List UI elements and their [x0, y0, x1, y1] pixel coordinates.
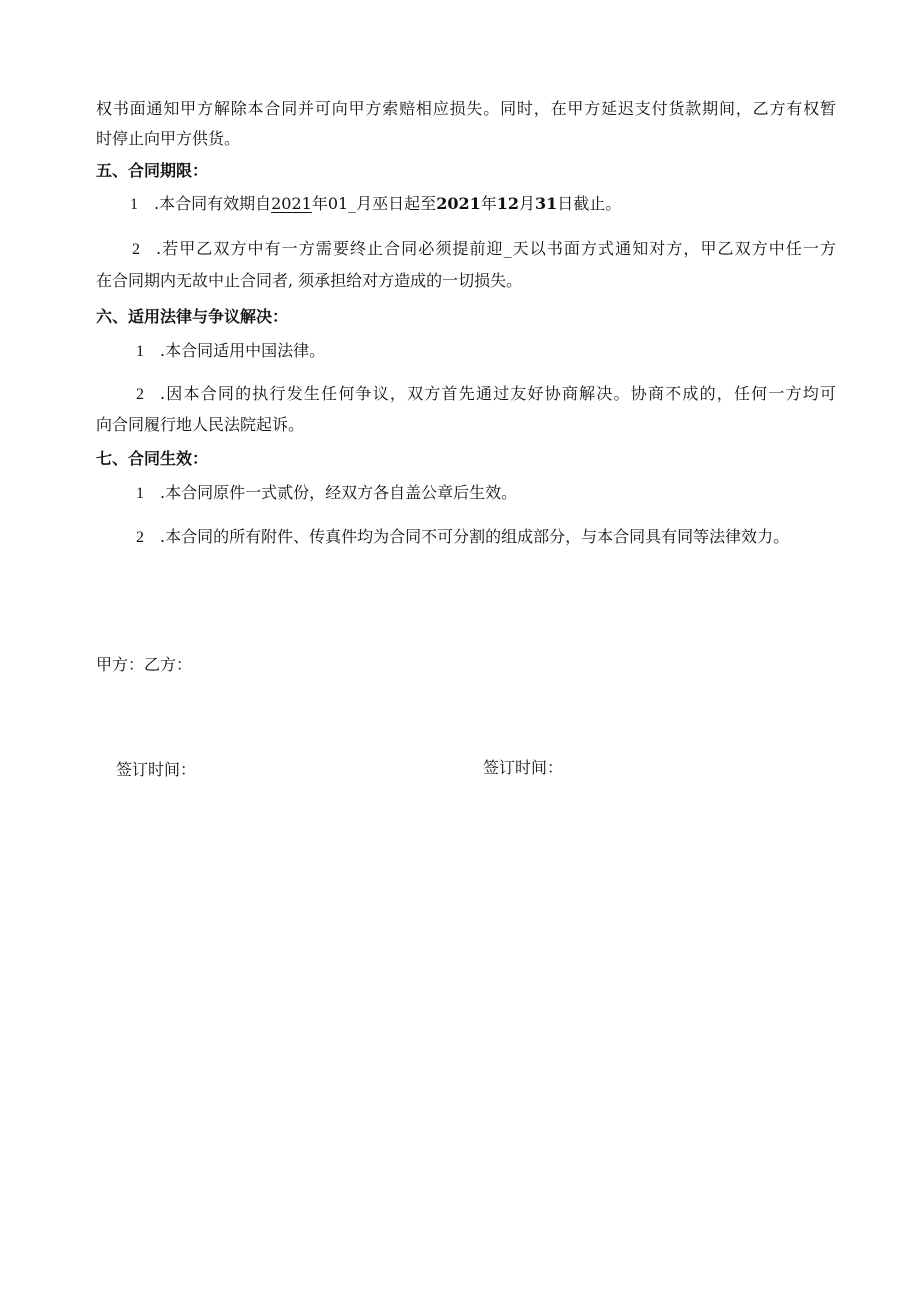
month-label: 月 — [519, 194, 536, 213]
parties-label: 甲方：乙方： — [96, 655, 193, 674]
sign-time-left: 签订时间： — [116, 760, 197, 779]
section-7-heading: 七、合同生效： — [96, 449, 209, 468]
item-text-end: 日截止。 — [557, 194, 622, 213]
item-text: .本合同的所有附件、传真件均为合同不可分割的组成部分，与本合同具有同等法律效力。 — [160, 527, 790, 546]
top-paragraph-line-2: 时停止向甲方供货。 — [96, 129, 241, 148]
section-6-item-1 — [136, 340, 325, 363]
section-5-item-2-line-2: 在合同期内无故中止合同者, 须承担给对方造成的一切损失。 — [96, 271, 523, 290]
section-7-item-1 — [136, 482, 517, 505]
section-7-item-2 — [136, 526, 789, 549]
section-6-item-2-line-2: 向合同履行地人民法院起诉。 — [96, 415, 305, 434]
item-text: .若甲乙双方中有一方需要终止合同必须提前迎_天以书面方式通知对方，甲乙双方中任一方 — [156, 239, 836, 258]
section-5-heading: 五、合同期限： — [96, 161, 209, 180]
item-number: 1 — [136, 343, 144, 360]
item-number: 2 — [136, 386, 144, 403]
item-text-start: .本合同有效期自 — [154, 194, 272, 213]
section-6-item-2-line-1 — [136, 383, 836, 406]
item-number: 1 — [136, 485, 144, 502]
item-text: .因本合同的执行发生任何争议，双方首先通过友好协商解决。协商不成的，任何一方均可 — [160, 384, 836, 403]
item-number: 2 — [136, 529, 144, 546]
item-number: 2 — [132, 241, 140, 258]
end-month: 12 — [496, 194, 519, 213]
item-text: .本合同原件一式贰份，经双方各自盖公章后生效。 — [160, 483, 518, 502]
item-text: .本合同适用中国法律。 — [160, 341, 326, 360]
sign-time-right: 签订时间： — [483, 758, 564, 777]
year-label: 年 — [480, 194, 497, 213]
section-6-heading: 六、适用法律与争议解决： — [96, 307, 289, 326]
end-year: 2021 — [436, 194, 481, 213]
top-paragraph-line-1: 权书面通知甲方解除本合同并可向甲方索赔相应损失。同时，在甲方延迟支付货款期间，乙方有权暂 — [96, 99, 836, 118]
start-year: 2021 — [271, 194, 312, 213]
item-number: 1 — [130, 196, 138, 213]
end-day: 31 — [535, 194, 558, 213]
item-text-middle: 年01_月巫日起至 — [311, 194, 437, 213]
section-5-item-2-line-1 — [132, 238, 836, 261]
section-5-item-1 — [130, 193, 621, 216]
